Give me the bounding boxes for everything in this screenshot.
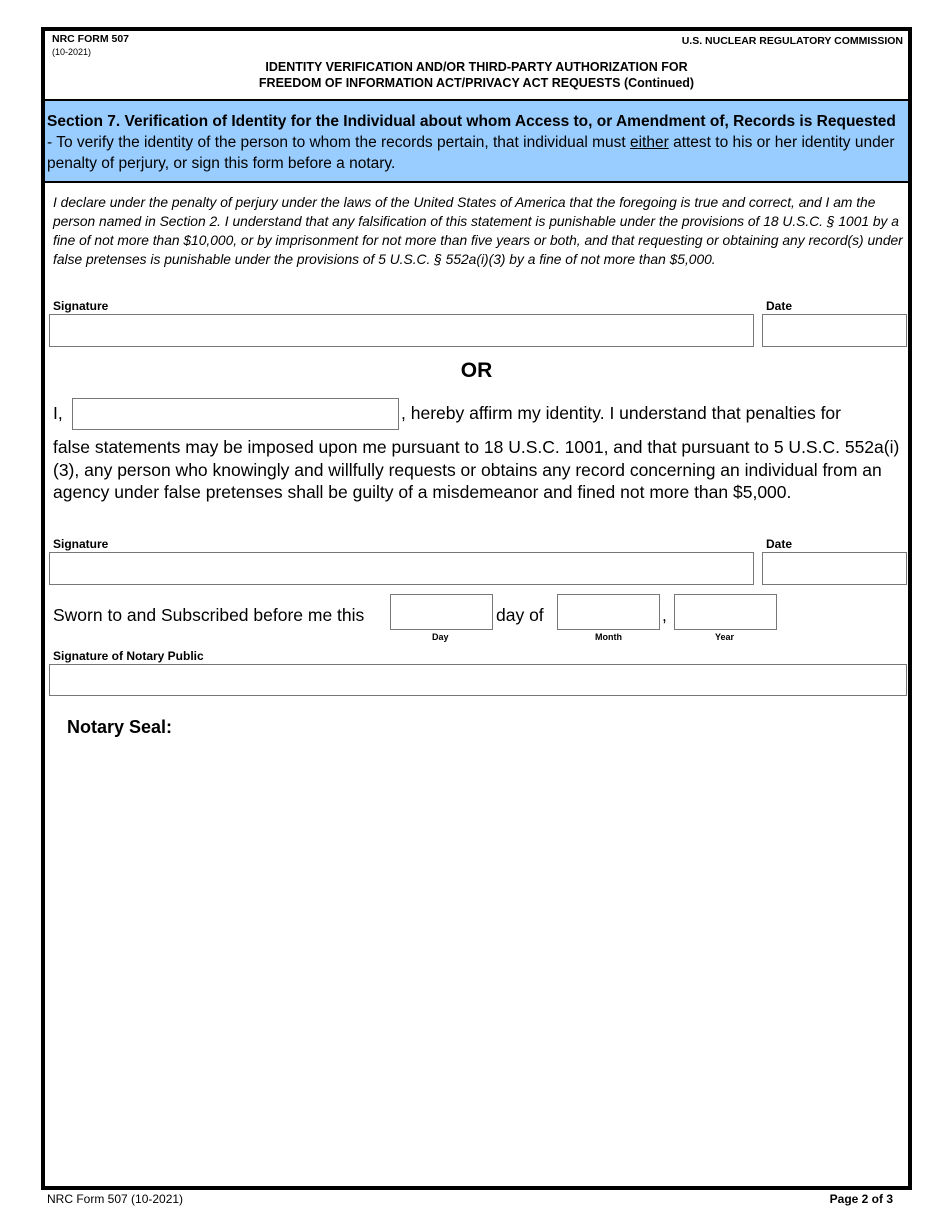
section7-heading: Section 7. Verification of Identity for the Individual about whom Access to, or Amendment of, Records is Requested xyxy=(47,113,896,130)
signature1-field[interactable] xyxy=(49,314,754,347)
sworn-lead: Sworn to and Subscribed before me this xyxy=(53,605,365,625)
form-frame xyxy=(41,27,912,1190)
signature2-field[interactable] xyxy=(49,552,754,585)
sworn-day-label: Day xyxy=(432,632,449,642)
section7-text-before: - To verify the identity of the person to whom the records pertain, that individual must xyxy=(47,134,630,151)
sworn-year-label: Year xyxy=(715,632,735,642)
signature1-label: Signature xyxy=(53,299,109,313)
or-divider: OR xyxy=(460,359,493,382)
notary-signature-label: Signature of Notary Public xyxy=(53,649,204,663)
section7-text-after: attest to his or her identity under penalty of perjury, or sign this form before a notary. xyxy=(47,134,895,172)
footer-form-id: NRC Form 507 (10-2021) xyxy=(47,1192,184,1206)
notary-seal-label: Notary Seal: xyxy=(67,717,173,737)
date1-field[interactable] xyxy=(762,314,907,347)
form-title-line2: FREEDOM OF INFORMATION ACT/PRIVACY ACT REQUESTS (Continued) xyxy=(258,76,695,90)
notary-signature-field[interactable] xyxy=(49,664,907,696)
form-number: NRC FORM 507 xyxy=(52,33,130,45)
perjury-declaration: I declare under the penalty of perjury under the laws of the United States of America that the foregoing is true and correct, and I am the person named in Section 2. I understand that any falsification of this statement is punishable under the provisions of 18 U.S.C. § 1001 by a fine of not more than $10,000, or by imprisonment for not more than five years or both, and that requesting or obtaining any record(s) under false pretenses is punishable under the provisions of 5 U.S.C. § 552a(i)(3) by a fine of not more than $5,000. xyxy=(53,195,903,267)
date2-field[interactable] xyxy=(762,552,907,585)
sworn-year-field[interactable] xyxy=(674,594,777,630)
section7-emphasis: either xyxy=(629,134,669,151)
footer-page-number: Page 2 of 3 xyxy=(829,1192,893,1206)
sworn-day-of: day of xyxy=(496,605,544,625)
agency-name: U.S. NUCLEAR REGULATORY COMMISSION xyxy=(681,35,903,47)
section7-banner xyxy=(45,99,908,183)
signature2-label: Signature xyxy=(53,537,109,551)
affirm-name-field[interactable] xyxy=(72,398,399,430)
affirm-paragraph: false statements may be imposed upon me pursuant to 18 U.S.C. 1001, and that pursuant to 5 U.S.C. 552a(i)(3), any person who knowingly and willfully requests or obtains any record concerning an individual from an agency under false pretenses shall be guilty of a misdemeanor and fined not more than $5,000. xyxy=(53,437,900,502)
form-title xyxy=(45,59,908,91)
date2-label: Date xyxy=(766,537,793,551)
form-title-line1: IDENTITY VERIFICATION AND/OR THIRD-PARTY AUTHORIZATION FOR xyxy=(265,60,688,74)
affirm-prefix: I, xyxy=(53,403,63,423)
date1-label: Date xyxy=(766,299,793,313)
sworn-month-field[interactable] xyxy=(557,594,660,630)
form-revision: (10-2021) xyxy=(52,47,92,57)
affirm-suffix: , hereby affirm my identity. I understand that penalties for xyxy=(401,403,841,423)
sworn-month-label: Month xyxy=(595,632,622,642)
sworn-comma: , xyxy=(662,605,667,625)
sworn-day-field[interactable] xyxy=(390,594,493,630)
